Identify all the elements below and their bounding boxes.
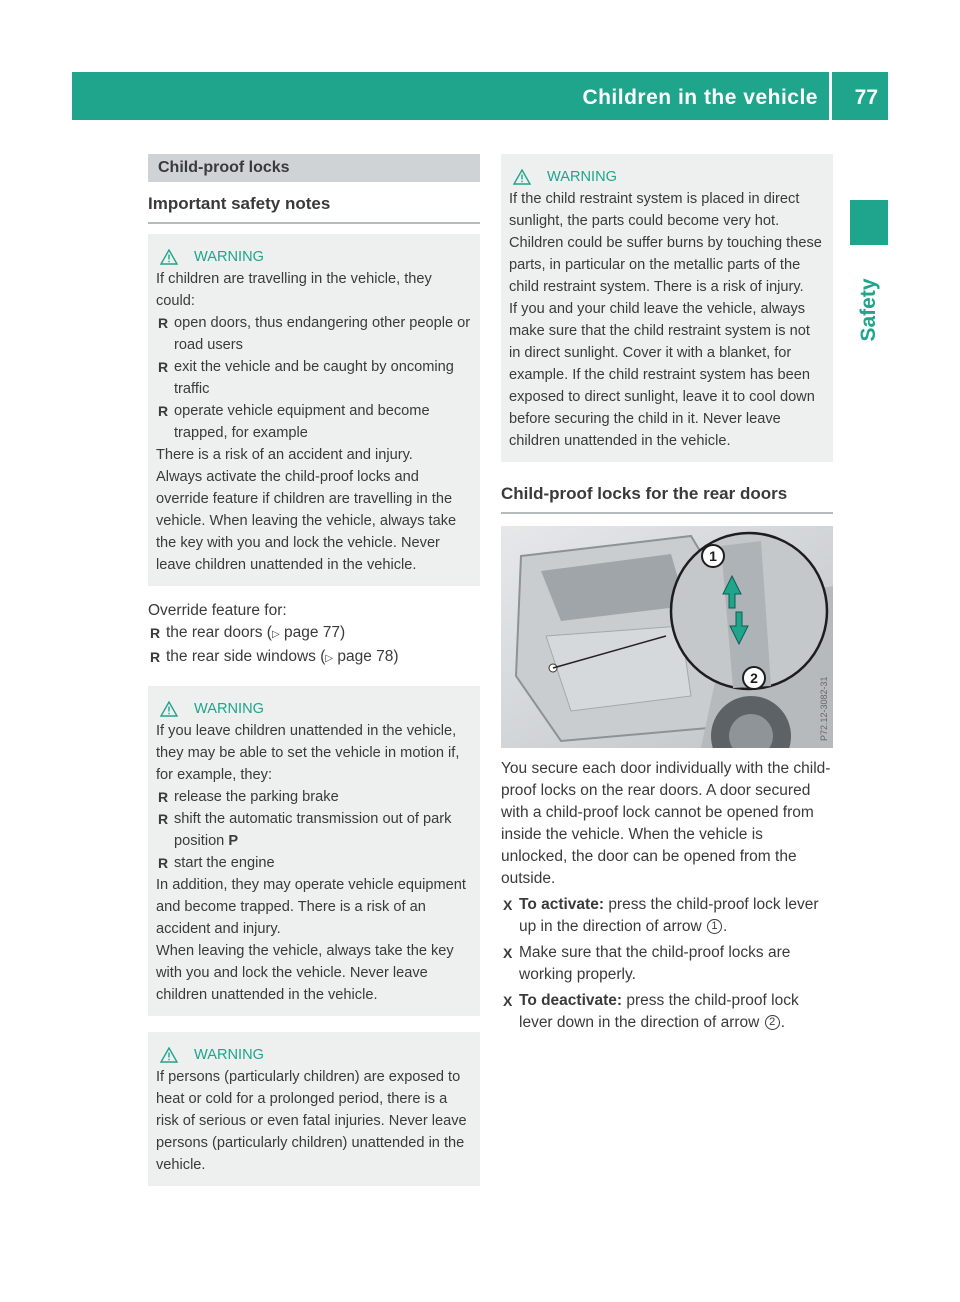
page-number: 77 [854, 86, 878, 109]
override-intro: Override feature for: [148, 602, 287, 619]
list-item: R release the parking brake [156, 786, 472, 808]
warning-header [160, 698, 472, 720]
list-item: R operate vehicle equipment and become trapped, for example [156, 400, 472, 444]
warning-text: In addition, they may operate vehicle equipment and become trapped. There is a risk of an accident and injury. [156, 877, 466, 937]
warning-title: WARNING [194, 701, 264, 717]
warning-text: If children are travelling in the vehicle, they could: [156, 271, 432, 309]
warning-header [160, 246, 472, 268]
subsection-title: Important safety notes [148, 194, 480, 224]
door-illustration [501, 526, 833, 748]
list-item-text: the rear doors ( [166, 624, 272, 641]
warning-text: Always activate the child-proof locks and override feature if children are travelling in the vehicle. When leaving the vehicle, always take the key with you and lock the vehicle. Never leave children unattended in the vehicle. [156, 469, 457, 573]
list-item [156, 808, 472, 852]
warning-box [501, 154, 833, 462]
warning-triangle-icon [160, 1047, 178, 1063]
warning-triangle-icon [160, 249, 178, 265]
instruction-step [501, 942, 833, 986]
list-item-text: ) [340, 624, 346, 641]
warning-text: There is a risk of an accident and injury. [156, 447, 413, 463]
warning-title: WARNING [194, 249, 264, 265]
step-text: . [780, 1014, 785, 1031]
step-text: . [722, 918, 728, 935]
page-header [72, 72, 888, 120]
right-column [501, 154, 833, 1034]
list-item: R exit the vehicle and be caught by oncoming traffic [156, 356, 472, 400]
page-ref-arrow-icon: ▷ [271, 629, 280, 640]
list-item-text: shift the automatic transmission out of park position [174, 811, 452, 849]
instruction-step [501, 990, 833, 1034]
section-tab [852, 270, 886, 350]
warning-title: WARNING [194, 1047, 264, 1063]
left-column [148, 154, 480, 1186]
list-item [148, 622, 480, 646]
list-item: R open doors, thus endangering other people or road users [156, 312, 472, 356]
warning-header [160, 1044, 472, 1066]
step-text: press the child-proof lock lever up in the direction of arrow [519, 896, 819, 935]
list-item-text: the rear side windows ( [166, 648, 326, 665]
arrow-number-1: 1 [707, 919, 722, 934]
door-lock-figure [501, 526, 833, 748]
page-reference-link[interactable]: page 78 [337, 648, 394, 665]
list-item [148, 646, 480, 670]
step-text: press the child-proof lock lever down in the direction of arrow [519, 992, 799, 1031]
warning-box [148, 234, 480, 586]
callout-2: 2 [750, 670, 758, 686]
list-item: R start the engine [156, 852, 472, 874]
warning-box [148, 1032, 480, 1186]
instruction-step [501, 894, 833, 938]
chapter-title: Children in the vehicle [582, 86, 818, 109]
warning-text: When leaving the vehicle, always take the key with you and lock the vehicle. Never leave children unattended in the vehicle. [156, 943, 454, 1003]
step-text: Make sure that the child-proof locks are working properly. [519, 944, 791, 983]
arrow-number-2: 2 [765, 1015, 780, 1030]
warning-text: If you leave children unattended in the vehicle, they may be able to set the vehicle in motion if, for example, they: [156, 723, 460, 783]
body-paragraph: You secure each door individually with the child-proof locks on the rear doors. A door secured with a child-proof lock cannot be opened from inside the vehicle. When the vehicle is unlocked, the door can be opened from the outside. [501, 760, 831, 887]
section-tab-label: Safety [857, 278, 880, 342]
list-item-text: ) [393, 648, 399, 665]
warning-triangle-icon [513, 169, 531, 185]
section-tab-marker [850, 200, 888, 245]
warning-header [513, 166, 825, 188]
step-label: To deactivate: [519, 992, 623, 1009]
warning-title: WARNING [547, 169, 617, 185]
header-divider [829, 72, 832, 120]
page-ref-arrow-icon: ▷ [325, 653, 334, 664]
warning-triangle-icon [160, 701, 178, 717]
warning-text: If you and your child leave the vehicle, always make sure that the child restraint system is not in direct sunlight. Cover it with a blanket, for example. If the child restraint system has been exposed to direct sunlight, leave it to cool down before securing the child in it. Never leave children unattended in the vehicle. [509, 301, 815, 449]
step-label: To activate: [519, 896, 604, 913]
warning-box [148, 686, 480, 1016]
warning-text: If persons (particularly children) are exposed to heat or cold for a prolonged period, there is a risk of serious or even fatal injuries. Never leave persons (particularly children) unattended in the vehicle. [156, 1069, 467, 1173]
section-title: Child-proof locks [148, 154, 480, 182]
page-reference-link[interactable]: page 77 [283, 624, 341, 641]
park-position-letter: P [228, 833, 239, 849]
callout-1: 1 [709, 548, 717, 564]
figure-code: P72.12-3082-31 [819, 676, 829, 741]
subsection-title: Child-proof locks for the rear doors [501, 484, 833, 514]
warning-text: If the child restraint system is placed in direct sunlight, the parts could become very hot. Children could be suffer burns by touching these parts, in particular on the metallic parts of the child restraint system. There is a risk of injury. [509, 191, 822, 295]
